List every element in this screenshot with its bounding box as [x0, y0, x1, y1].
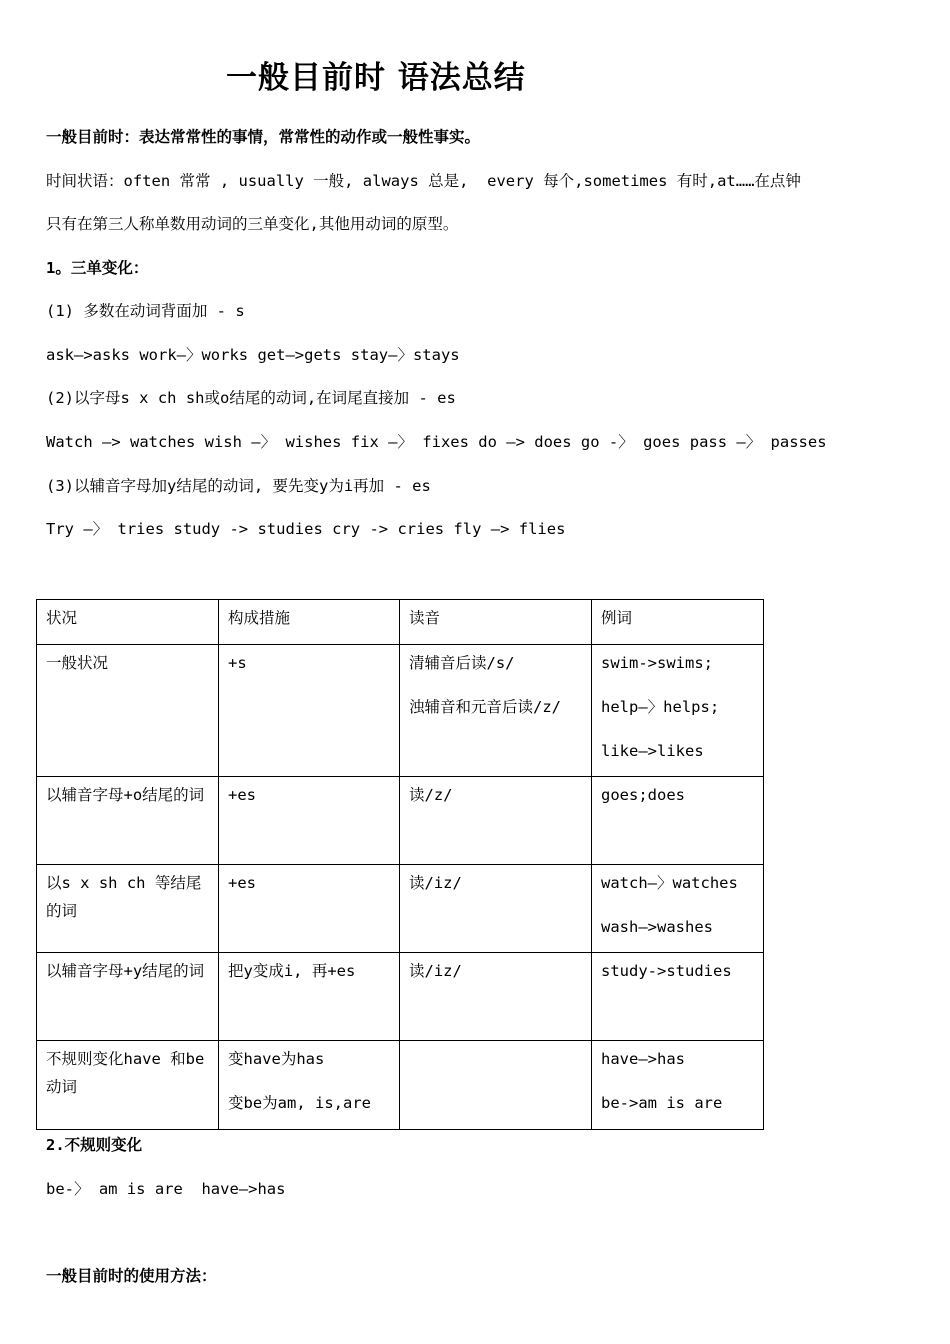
header-cell: 构成措施	[219, 600, 400, 645]
section1-heading: 1。三单变化：	[46, 259, 149, 277]
pronunciation-text: 读/iz/	[409, 962, 462, 980]
rule3-text: (3)以辅音字母加y结尾的动词, 要先变y为i再加 - es	[46, 477, 431, 495]
header-cell: 状况	[37, 600, 219, 645]
condition-cell: 一般状况	[37, 645, 219, 777]
rule2-text: (2)以字母s x ch sh或o结尾的动词,在词尾直接加 - es	[46, 389, 456, 407]
conjugation-table	[36, 599, 764, 1130]
method-text: 把y变成i, 再+es	[228, 962, 356, 980]
method-text: 变have为has	[228, 1050, 325, 1068]
condition-cell: 以辅音字母+o结尾的词	[37, 777, 219, 865]
pronunciation-text: 清辅音后读/s/	[409, 654, 515, 672]
example-text: like—>likes	[601, 742, 704, 760]
header-cell: 读音	[400, 600, 592, 645]
examples-cell	[592, 865, 764, 953]
pronunciation-cell	[400, 777, 592, 865]
table-row	[37, 777, 764, 865]
table-row	[37, 645, 764, 777]
pronunciation-cell	[400, 1041, 592, 1130]
method-text: +s	[228, 654, 247, 672]
example-text: swim->swims;	[601, 654, 713, 672]
header-cell: 例词	[592, 600, 764, 645]
time-adverbials-text: 时间状语：often 常常 , usually 一般, always 总是, every 每个,sometimes 有时,at……在点钟	[46, 172, 801, 190]
rule1-examples: ask—>asks work—〉works get—>gets stay—〉stays	[46, 346, 460, 364]
rule2-examples: Watch —> watches wish —〉 wishes fix —〉 fixes do —> does go -〉 goes pass —〉 passes	[46, 433, 827, 451]
table-row	[37, 953, 764, 1041]
condition-cell: 以辅音字母+y结尾的词	[37, 953, 219, 1041]
method-cell	[219, 953, 400, 1041]
pronunciation-text: 读/iz/	[409, 874, 462, 892]
examples-cell	[592, 777, 764, 865]
method-text: 变be为am, is,are	[228, 1094, 371, 1112]
pronunciation-text: 浊辅音和元音后读/z/	[409, 698, 561, 716]
condition-cell: 以s x sh ch 等结尾的词	[37, 865, 219, 953]
example-text: study->studies	[601, 962, 732, 980]
definition-text: 一般目前时：表达常常性的事情，常常性的动作或一般性事实。	[46, 128, 481, 146]
example-text: wash—>washes	[601, 918, 713, 936]
table-header-row	[37, 600, 764, 645]
pronunciation-text: 读/z/	[409, 786, 453, 804]
example-text: help—〉helps;	[601, 698, 720, 716]
pronunciation-cell	[400, 645, 592, 777]
example-text: watch—〉watches	[601, 874, 738, 892]
usage-heading: 一般目前时的使用方法：	[46, 1267, 217, 1285]
method-cell	[219, 1041, 400, 1130]
pronunciation-cell	[400, 953, 592, 1041]
method-text: +es	[228, 786, 256, 804]
method-cell	[219, 645, 400, 777]
rule3-examples: Try —〉 tries study -> studies cry -> cries fly —> flies	[46, 520, 566, 538]
examples-cell	[592, 953, 764, 1041]
table-row	[37, 1041, 764, 1130]
example-text: goes;does	[601, 786, 685, 804]
table-row	[37, 865, 764, 953]
method-text: +es	[228, 874, 256, 892]
condition-cell: 不规则变化have 和be动词	[37, 1041, 219, 1130]
irregular-examples: be-〉 am is are have—>has	[46, 1180, 286, 1198]
example-text: be->am is are	[601, 1094, 723, 1112]
rule-note-text: 只有在第三人称单数用动词的三单变化,其他用动词的原型。	[46, 215, 459, 233]
method-cell	[219, 777, 400, 865]
page-title: 一般目前时 语法总结	[226, 60, 526, 96]
rule1-text: (1) 多数在动词背面加 - s	[46, 302, 245, 320]
section2-heading: 2.不规则变化	[46, 1136, 143, 1154]
method-cell	[219, 865, 400, 953]
examples-cell	[592, 645, 764, 777]
example-text: have—>has	[601, 1050, 685, 1068]
examples-cell	[592, 1041, 764, 1130]
pronunciation-cell	[400, 865, 592, 953]
